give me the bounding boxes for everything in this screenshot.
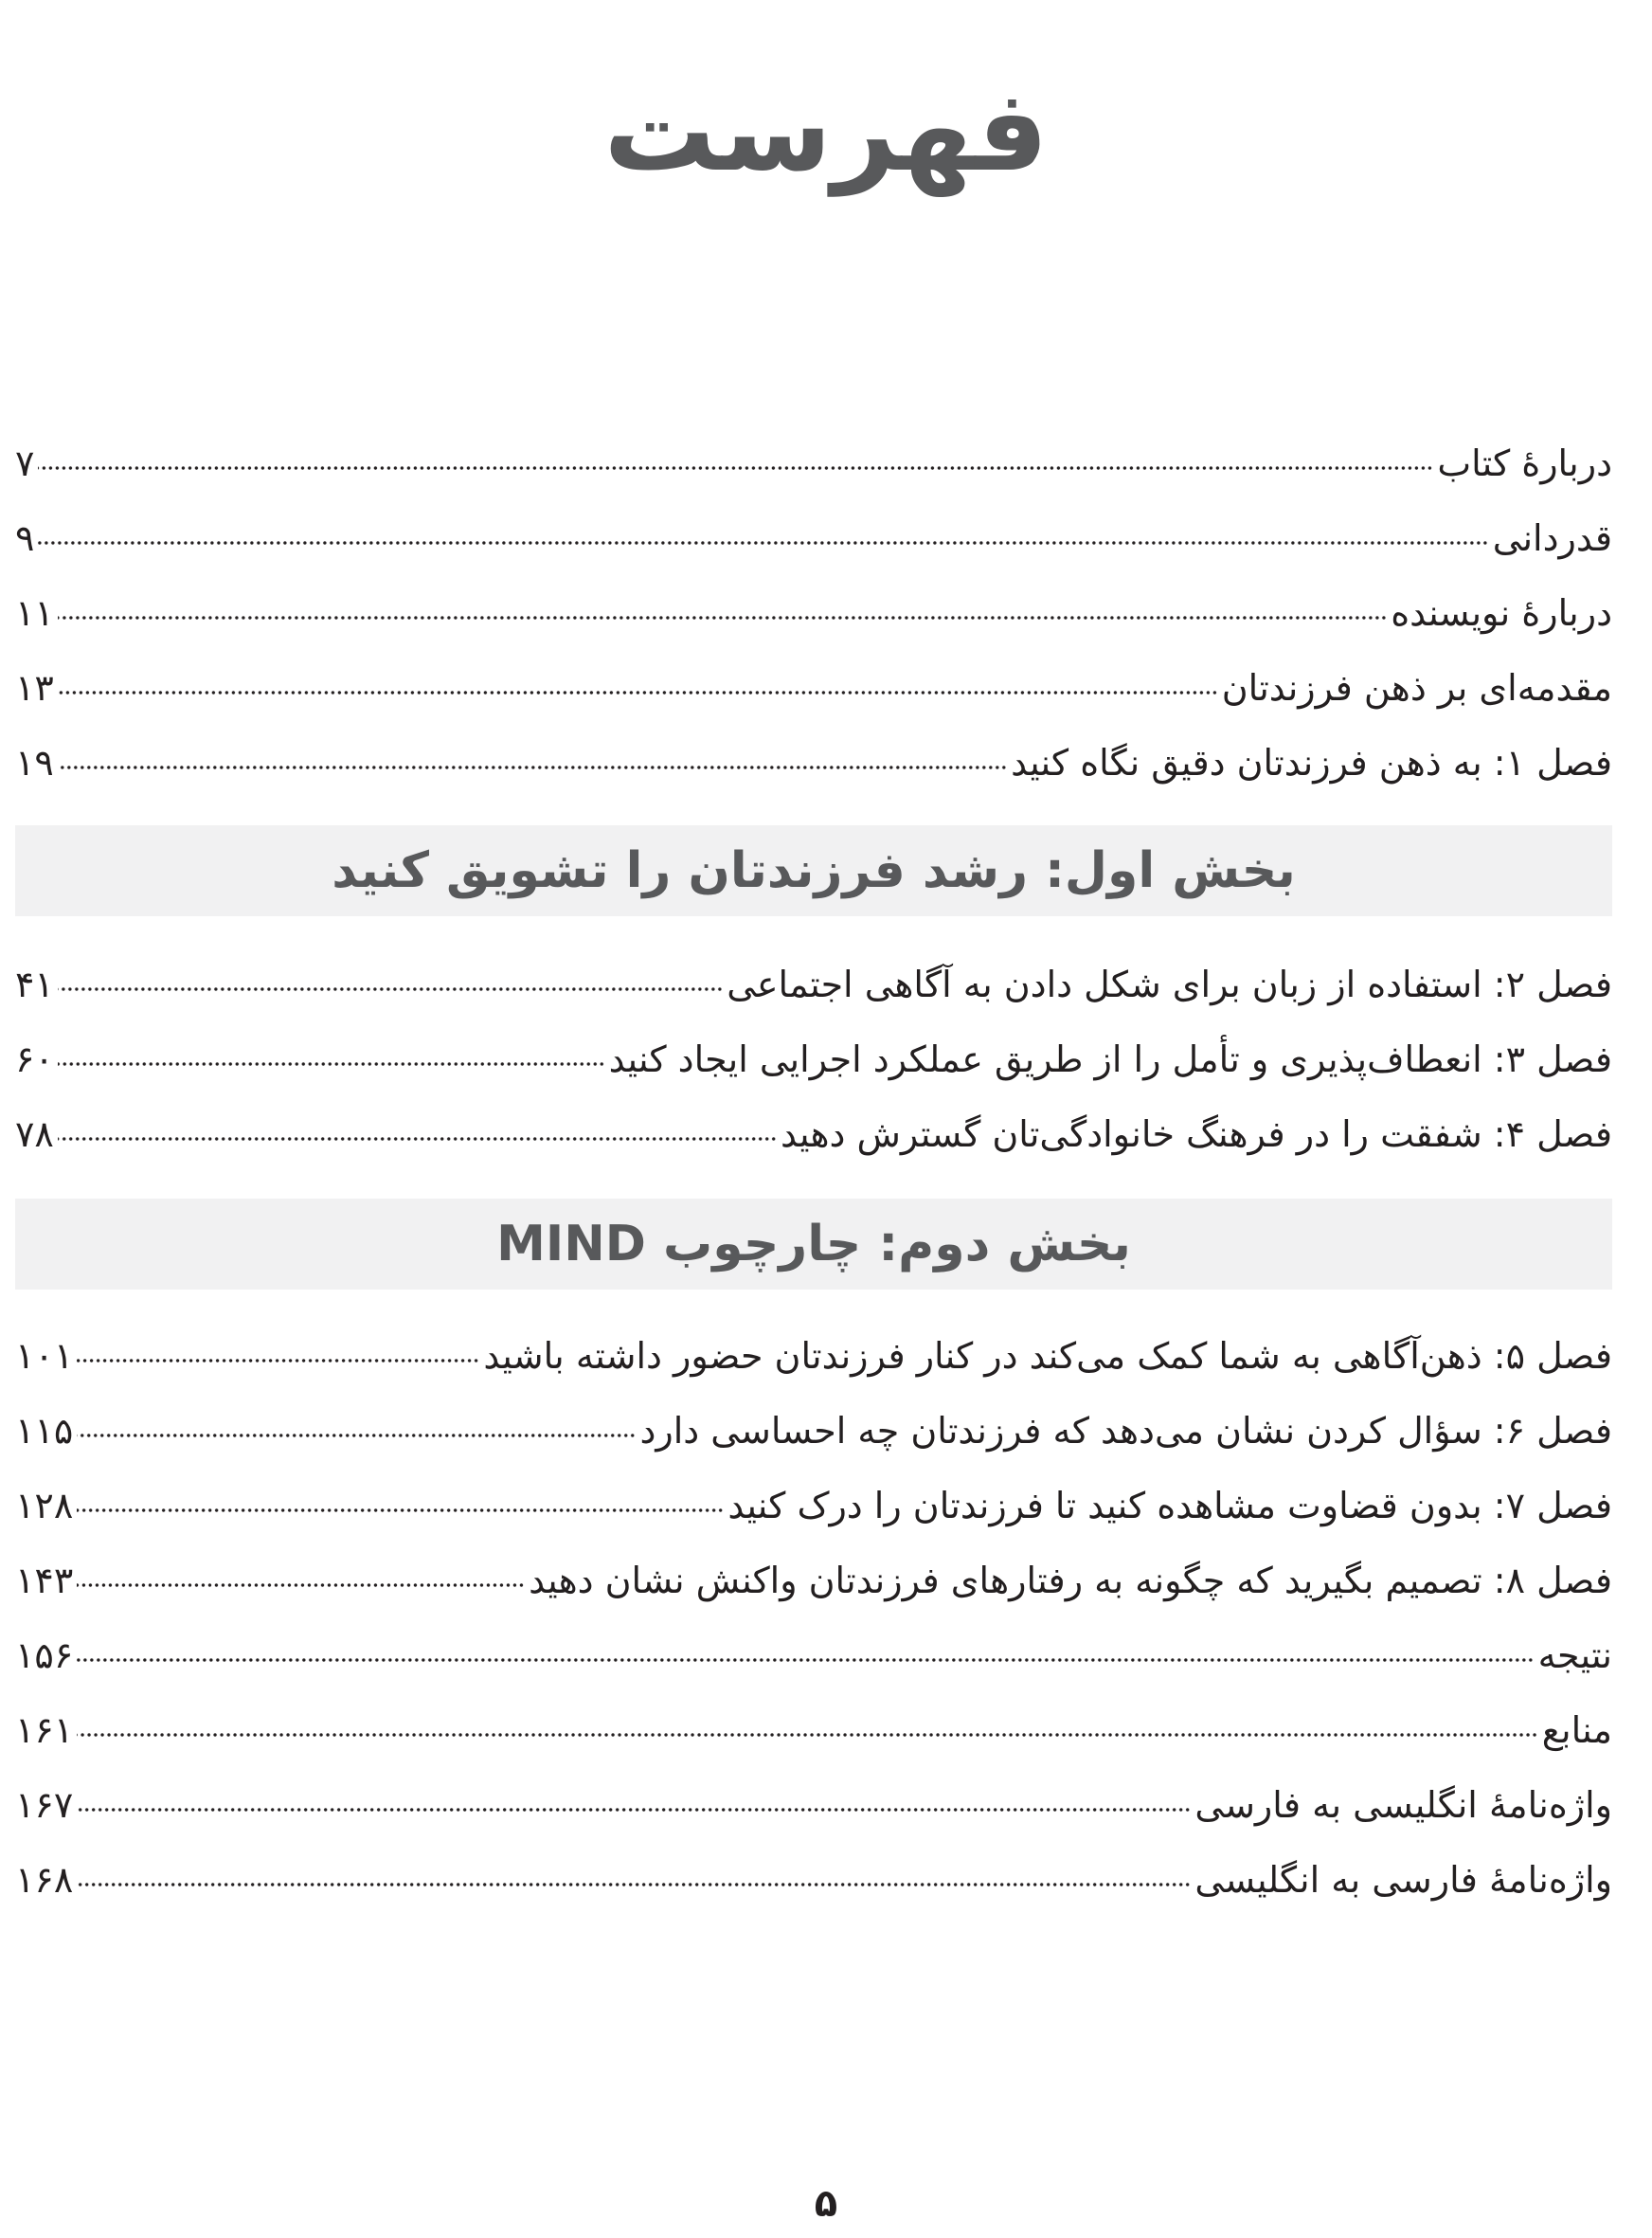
toc-entry-references[interactable] — [15, 1693, 1612, 1768]
toc-entry-page: ۹ — [15, 517, 35, 559]
toc-entry-label: فصل ۸: تصمیم بگیرید که چگونه به رفتارهای فرزندتان واکنش نشان دهید — [529, 1560, 1612, 1601]
toc-entry-label: منابع — [1541, 1709, 1612, 1751]
dot-leader — [77, 1883, 1191, 1886]
toc-entry-page: ۱۰۱ — [15, 1335, 74, 1377]
toc-entry-label: واژه‌نامهٔ انگلیسی به فارسی — [1194, 1784, 1612, 1826]
toc-entry-label: قدردانی — [1492, 517, 1612, 559]
dot-leader — [58, 691, 1218, 695]
toc-entry-label: فصل ۵: ذهن‌آگاهی به شما کمک می‌کند در کنار فرزندتان حضور داشته باشید — [483, 1335, 1612, 1377]
toc-part-2 — [15, 1319, 1612, 1918]
toc-entry-page: ۷۸ — [15, 1113, 54, 1155]
toc-entry-about-book[interactable] — [15, 426, 1612, 501]
toc-entry-page: ۱۶۱ — [15, 1709, 74, 1751]
toc-entry-glossary-en-fa[interactable] — [15, 1768, 1612, 1843]
dot-leader — [77, 1733, 1538, 1737]
toc-entry-page: ۱۹ — [15, 742, 54, 784]
toc-entry-page: ۱۳ — [15, 667, 54, 709]
toc-entry-chapter-5[interactable] — [15, 1319, 1612, 1394]
part-1-header: بخش اول: رشد فرزندتان را تشویق کنید — [15, 825, 1612, 916]
dot-leader — [58, 1137, 777, 1141]
toc-entry-about-author[interactable] — [15, 576, 1612, 651]
toc-entry-page: ۷ — [15, 442, 35, 484]
page-number: ۵ — [814, 2182, 838, 2226]
toc-entry-conclusion[interactable] — [15, 1618, 1612, 1693]
toc-entry-label: نتیجه — [1537, 1634, 1612, 1676]
toc-entry-label: دربارهٔ کتاب — [1437, 442, 1612, 484]
toc-entry-glossary-fa-en[interactable] — [15, 1843, 1612, 1918]
toc-entry-label: فصل ۶: سؤال کردن نشان می‌دهد که فرزندتان چه احساسی دارد — [639, 1410, 1612, 1452]
toc-entry-page: ۶۰ — [15, 1038, 54, 1080]
toc-entry-label: فصل ۲: استفاده از زبان برای شکل دادن به آگاهی اجتماعی — [727, 964, 1612, 1005]
dot-leader — [38, 541, 1488, 545]
dot-leader — [58, 987, 723, 991]
toc-entry-acknowledgements[interactable] — [15, 501, 1612, 576]
dot-leader — [77, 1508, 724, 1512]
toc-entry-page: ۱۲۸ — [15, 1485, 74, 1526]
toc-entry-chapter-6[interactable] — [15, 1394, 1612, 1469]
toc-entry-label: فصل ۴: شفقت را در فرهنگ خانوادگی‌تان گسترش دهید — [781, 1113, 1612, 1155]
part-2-header: بخش دوم: چارچوب MIND — [15, 1199, 1612, 1290]
toc-entry-chapter-1[interactable] — [15, 726, 1612, 801]
toc-entry-chapter-4[interactable] — [15, 1097, 1612, 1172]
toc-entry-label: مقدمه‌ای بر ذهن فرزندتان — [1221, 667, 1612, 709]
toc-intro — [15, 426, 1612, 801]
toc-entry-label: فصل ۱: به ذهن فرزندتان دقیق نگاه کنید — [1011, 742, 1612, 784]
dot-leader — [77, 1359, 479, 1363]
dot-leader — [58, 1062, 605, 1066]
dot-leader — [77, 1434, 636, 1437]
toc-part-1 — [15, 948, 1612, 1172]
toc-entry-label: فصل ۷: بدون قضاوت مشاهده کنید تا فرزندتان را درک کنید — [727, 1485, 1612, 1526]
toc-entry-chapter-8[interactable] — [15, 1543, 1612, 1618]
toc-entry-chapter-3[interactable] — [15, 1022, 1612, 1097]
dot-leader — [58, 766, 1007, 769]
dot-leader — [77, 1808, 1191, 1812]
dot-leader — [38, 466, 1433, 470]
dot-leader — [77, 1658, 1534, 1662]
toc-entry-introduction[interactable] — [15, 651, 1612, 726]
page-title: فهرست — [603, 65, 1049, 196]
toc-entry-page: ۴۱ — [15, 964, 54, 1005]
toc-entry-page: ۱۶۸ — [15, 1859, 74, 1901]
dot-leader — [77, 1583, 525, 1587]
toc-entry-label: واژه‌نامهٔ فارسی به انگلیسی — [1194, 1859, 1612, 1901]
toc-entry-page: ۱۵۶ — [15, 1634, 74, 1676]
toc-entry-page: ۱۴۳ — [15, 1560, 74, 1601]
toc-entry-page: ۱۶۷ — [15, 1784, 74, 1826]
toc-entry-chapter-2[interactable] — [15, 948, 1612, 1022]
dot-leader — [58, 616, 1387, 620]
toc-entry-label: فصل ۳: انعطاف‌پذیری و تأمل را از طریق عملکرد اجرایی ایجاد کنید — [608, 1038, 1612, 1080]
toc-entry-label: دربارهٔ نویسنده — [1391, 592, 1612, 634]
toc-entry-page: ۱۱ — [15, 592, 54, 634]
toc-entry-page: ۱۱۵ — [15, 1410, 74, 1452]
toc-entry-chapter-7[interactable] — [15, 1469, 1612, 1543]
